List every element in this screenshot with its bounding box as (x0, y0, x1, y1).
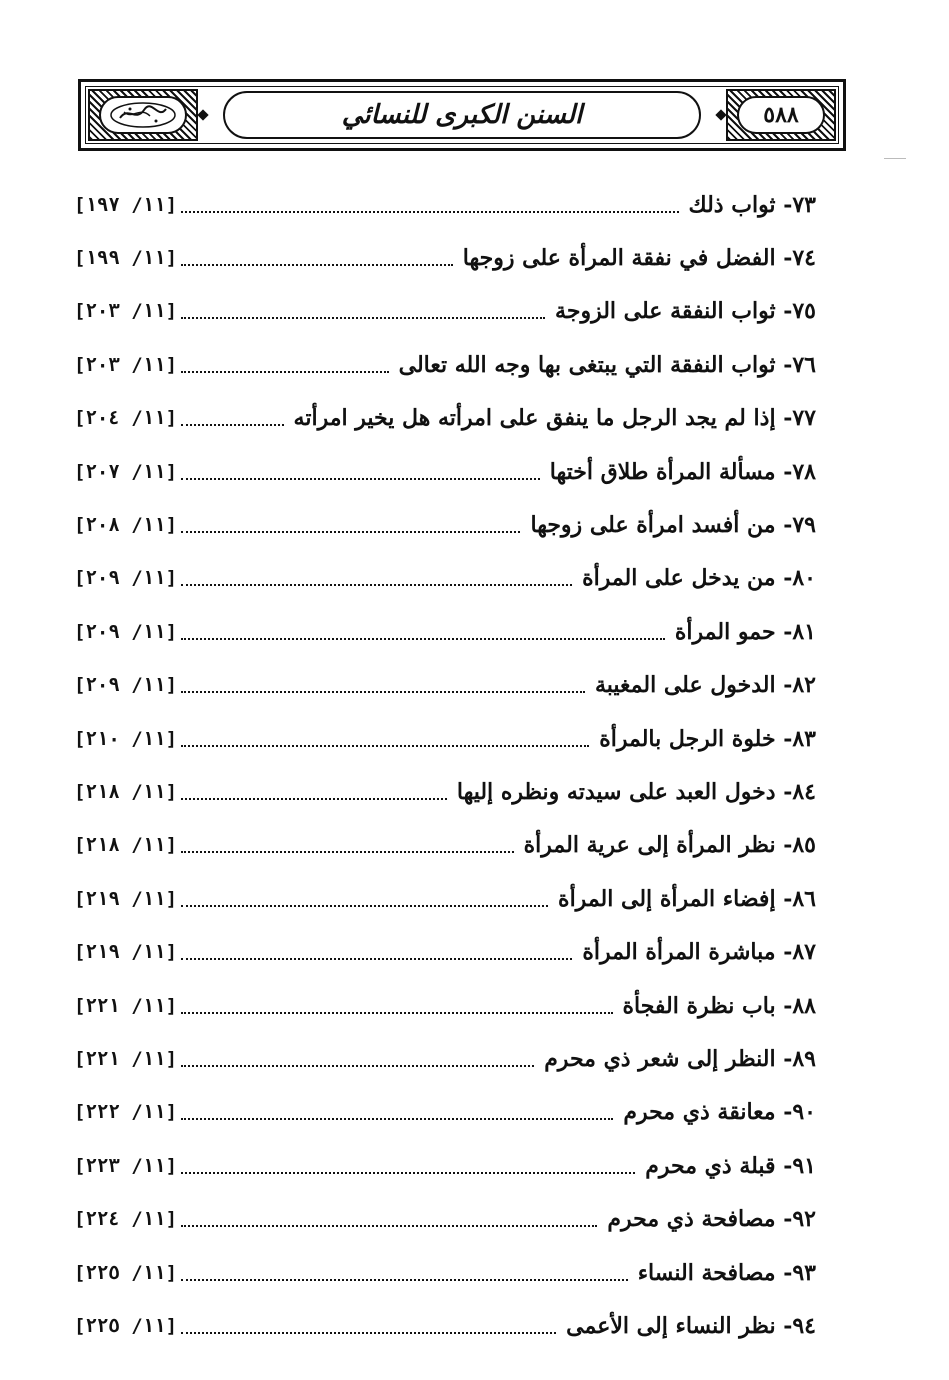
toc-entry (74, 819, 816, 872)
dot-leader (181, 1330, 556, 1334)
toc-entry-title: ٨٨- باب نظرة الفجأة (622, 992, 816, 1019)
toc-entry-title: ٨٤- دخول العبد على سيدته ونظره إليها (456, 778, 816, 805)
toc-entry-title: ٨٦- إفضاء المرأة إلى المرأة (558, 885, 816, 912)
dot-leader (181, 582, 572, 586)
toc-entry-title: ٩٤- نظر النساء إلى الأعمى (566, 1312, 816, 1339)
toc-entry (74, 445, 816, 498)
toc-entry-reference: [١١/ ٢١٠] (74, 727, 178, 750)
toc-entry (74, 552, 816, 605)
toc-entry (74, 605, 816, 658)
toc-entry-reference: [١١/ ٢١٩] (74, 941, 178, 964)
toc-entry-title: ٩١- قبلة ذي محرم (645, 1152, 816, 1179)
toc-entry-title: ٧٦- ثواب النفقة التي يبتغى بها وجه الله تعالى (398, 351, 816, 378)
toc-entry-reference: [١١/ ٢٠٩] (74, 674, 178, 697)
table-of-contents (74, 178, 816, 1353)
toc-entry (74, 498, 816, 551)
toc-entry-title: ٧٩- من أفسد امرأة على زوجها (530, 512, 816, 539)
margin-mark (884, 158, 906, 159)
toc-entry-title: ٨٧- مباشرة المرأة المرأة (582, 939, 816, 966)
toc-entry-reference: [١١/ ٢٢٣] (74, 1154, 178, 1177)
book-title: السنن الكبرى للنسائي (341, 100, 583, 130)
toc-entry-reference: [١١/ ٢٢١] (74, 1047, 178, 1070)
toc-entry-reference: [١١/ ٢٠٨] (74, 514, 178, 537)
toc-entry (74, 285, 816, 338)
toc-entry-title: ٩٢- مصافحة ذي محرم (607, 1206, 816, 1233)
toc-entry (74, 872, 816, 925)
toc-entry-reference: [١١/ ٢٠٩] (74, 567, 178, 590)
toc-entry-reference: [١١/ ٢٠٤] (74, 407, 178, 430)
toc-entry-title: ٧٥- ثواب النفقة على الزوجة (555, 298, 816, 325)
toc-entry (74, 231, 816, 284)
toc-entry-reference: [١١/ ٢١٨] (74, 834, 178, 857)
toc-entry-reference: [١١/ ٢١٨] (74, 780, 178, 803)
dot-leader (181, 1277, 628, 1281)
dot-leader (181, 1010, 612, 1014)
dot-leader (181, 1223, 597, 1227)
toc-entry-reference: [١١/ ٢٢١] (74, 994, 178, 1017)
toc-entry-title: ٨٩- النظر إلى شعر ذي محرم (544, 1045, 816, 1072)
toc-entry (74, 1192, 816, 1245)
page-number-badge (737, 96, 825, 134)
dot-leader (181, 636, 665, 640)
toc-entry (74, 1246, 816, 1299)
header-left-ornament (88, 89, 198, 141)
header-right-ornament (726, 89, 836, 141)
toc-entry (74, 1139, 816, 1192)
toc-entry-title: ٧٧- إذا لم يجد الرجل ما ينفق على امرأته هل يخير امرأته (293, 405, 816, 432)
dot-leader (181, 422, 284, 426)
toc-entry-title: ٨٢- الدخول على المغيبة (594, 672, 816, 699)
title-cartouche (223, 91, 701, 139)
toc-entry (74, 712, 816, 765)
dot-leader (181, 689, 585, 693)
toc-entry-reference: [١١/ ٢٢٤] (74, 1208, 178, 1231)
toc-entry (74, 1299, 816, 1352)
toc-entry-reference: [١١/ ٢٢٥] (74, 1261, 178, 1284)
toc-entry (74, 338, 816, 391)
toc-entry-reference: [١١/ ١٩٩] (74, 247, 178, 270)
toc-entry-reference: [١١/ ٢١٩] (74, 887, 178, 910)
dot-leader (181, 849, 514, 853)
toc-entry (74, 392, 816, 445)
dot-leader (181, 1063, 534, 1067)
toc-entry-title: ٩٣- مصافحة النساء (637, 1259, 816, 1286)
toc-entry-reference: [١١/ ١٩٧] (74, 193, 178, 216)
toc-entry-title: ٧٤- الفضل في نفقة المرأة على زوجها (462, 245, 816, 272)
page-number: ٥٨٨ (763, 102, 799, 128)
toc-entry-title: ٨١- حمو المرأة (674, 618, 816, 645)
toc-entry-title: ٨٥- نظر المرأة إلى عرية المرأة (523, 832, 816, 859)
dot-leader (181, 796, 447, 800)
toc-entry-reference: [١١/ ٢٠٣] (74, 300, 178, 323)
dot-leader (181, 369, 389, 373)
toc-entry-reference: [١١/ ٢٢٥] (74, 1314, 178, 1337)
toc-entry (74, 178, 816, 231)
dot-leader (181, 209, 679, 213)
dot-leader (181, 262, 453, 266)
dot-leader (181, 529, 520, 533)
dot-leader (181, 476, 540, 480)
toc-entry-reference: [١١/ ٢٠٣] (74, 353, 178, 376)
toc-entry-reference: [١١/ ٢٠٩] (74, 620, 178, 643)
toc-entry-title: ٨٣- خلوة الرجل بالمرأة (599, 725, 816, 752)
toc-entry (74, 765, 816, 818)
dot-leader (181, 743, 589, 747)
toc-entry (74, 1086, 816, 1139)
toc-entry (74, 925, 816, 978)
toc-entry-title: ٨٠- من يدخل على المرأة (582, 565, 816, 592)
dot-leader (181, 1170, 635, 1174)
dot-leader (181, 1116, 613, 1120)
toc-entry (74, 1032, 816, 1085)
toc-entry (74, 659, 816, 712)
toc-entry-reference: [١١/ ٢٠٧] (74, 460, 178, 483)
toc-entry-title: ٧٣- ثواب ذلك (688, 191, 816, 218)
page-header (78, 79, 846, 151)
dot-leader (181, 956, 572, 960)
toc-entry (74, 979, 816, 1032)
toc-entry-title: ٩٠- معانقة ذي محرم (623, 1099, 816, 1126)
dot-leader (181, 315, 545, 319)
publisher-seal-icon (99, 96, 187, 134)
dot-leader (181, 903, 548, 907)
toc-entry-reference: [١١/ ٢٢٢] (74, 1101, 178, 1124)
toc-entry-title: ٧٨- مسألة المرأة طلاق أختها (549, 458, 816, 485)
